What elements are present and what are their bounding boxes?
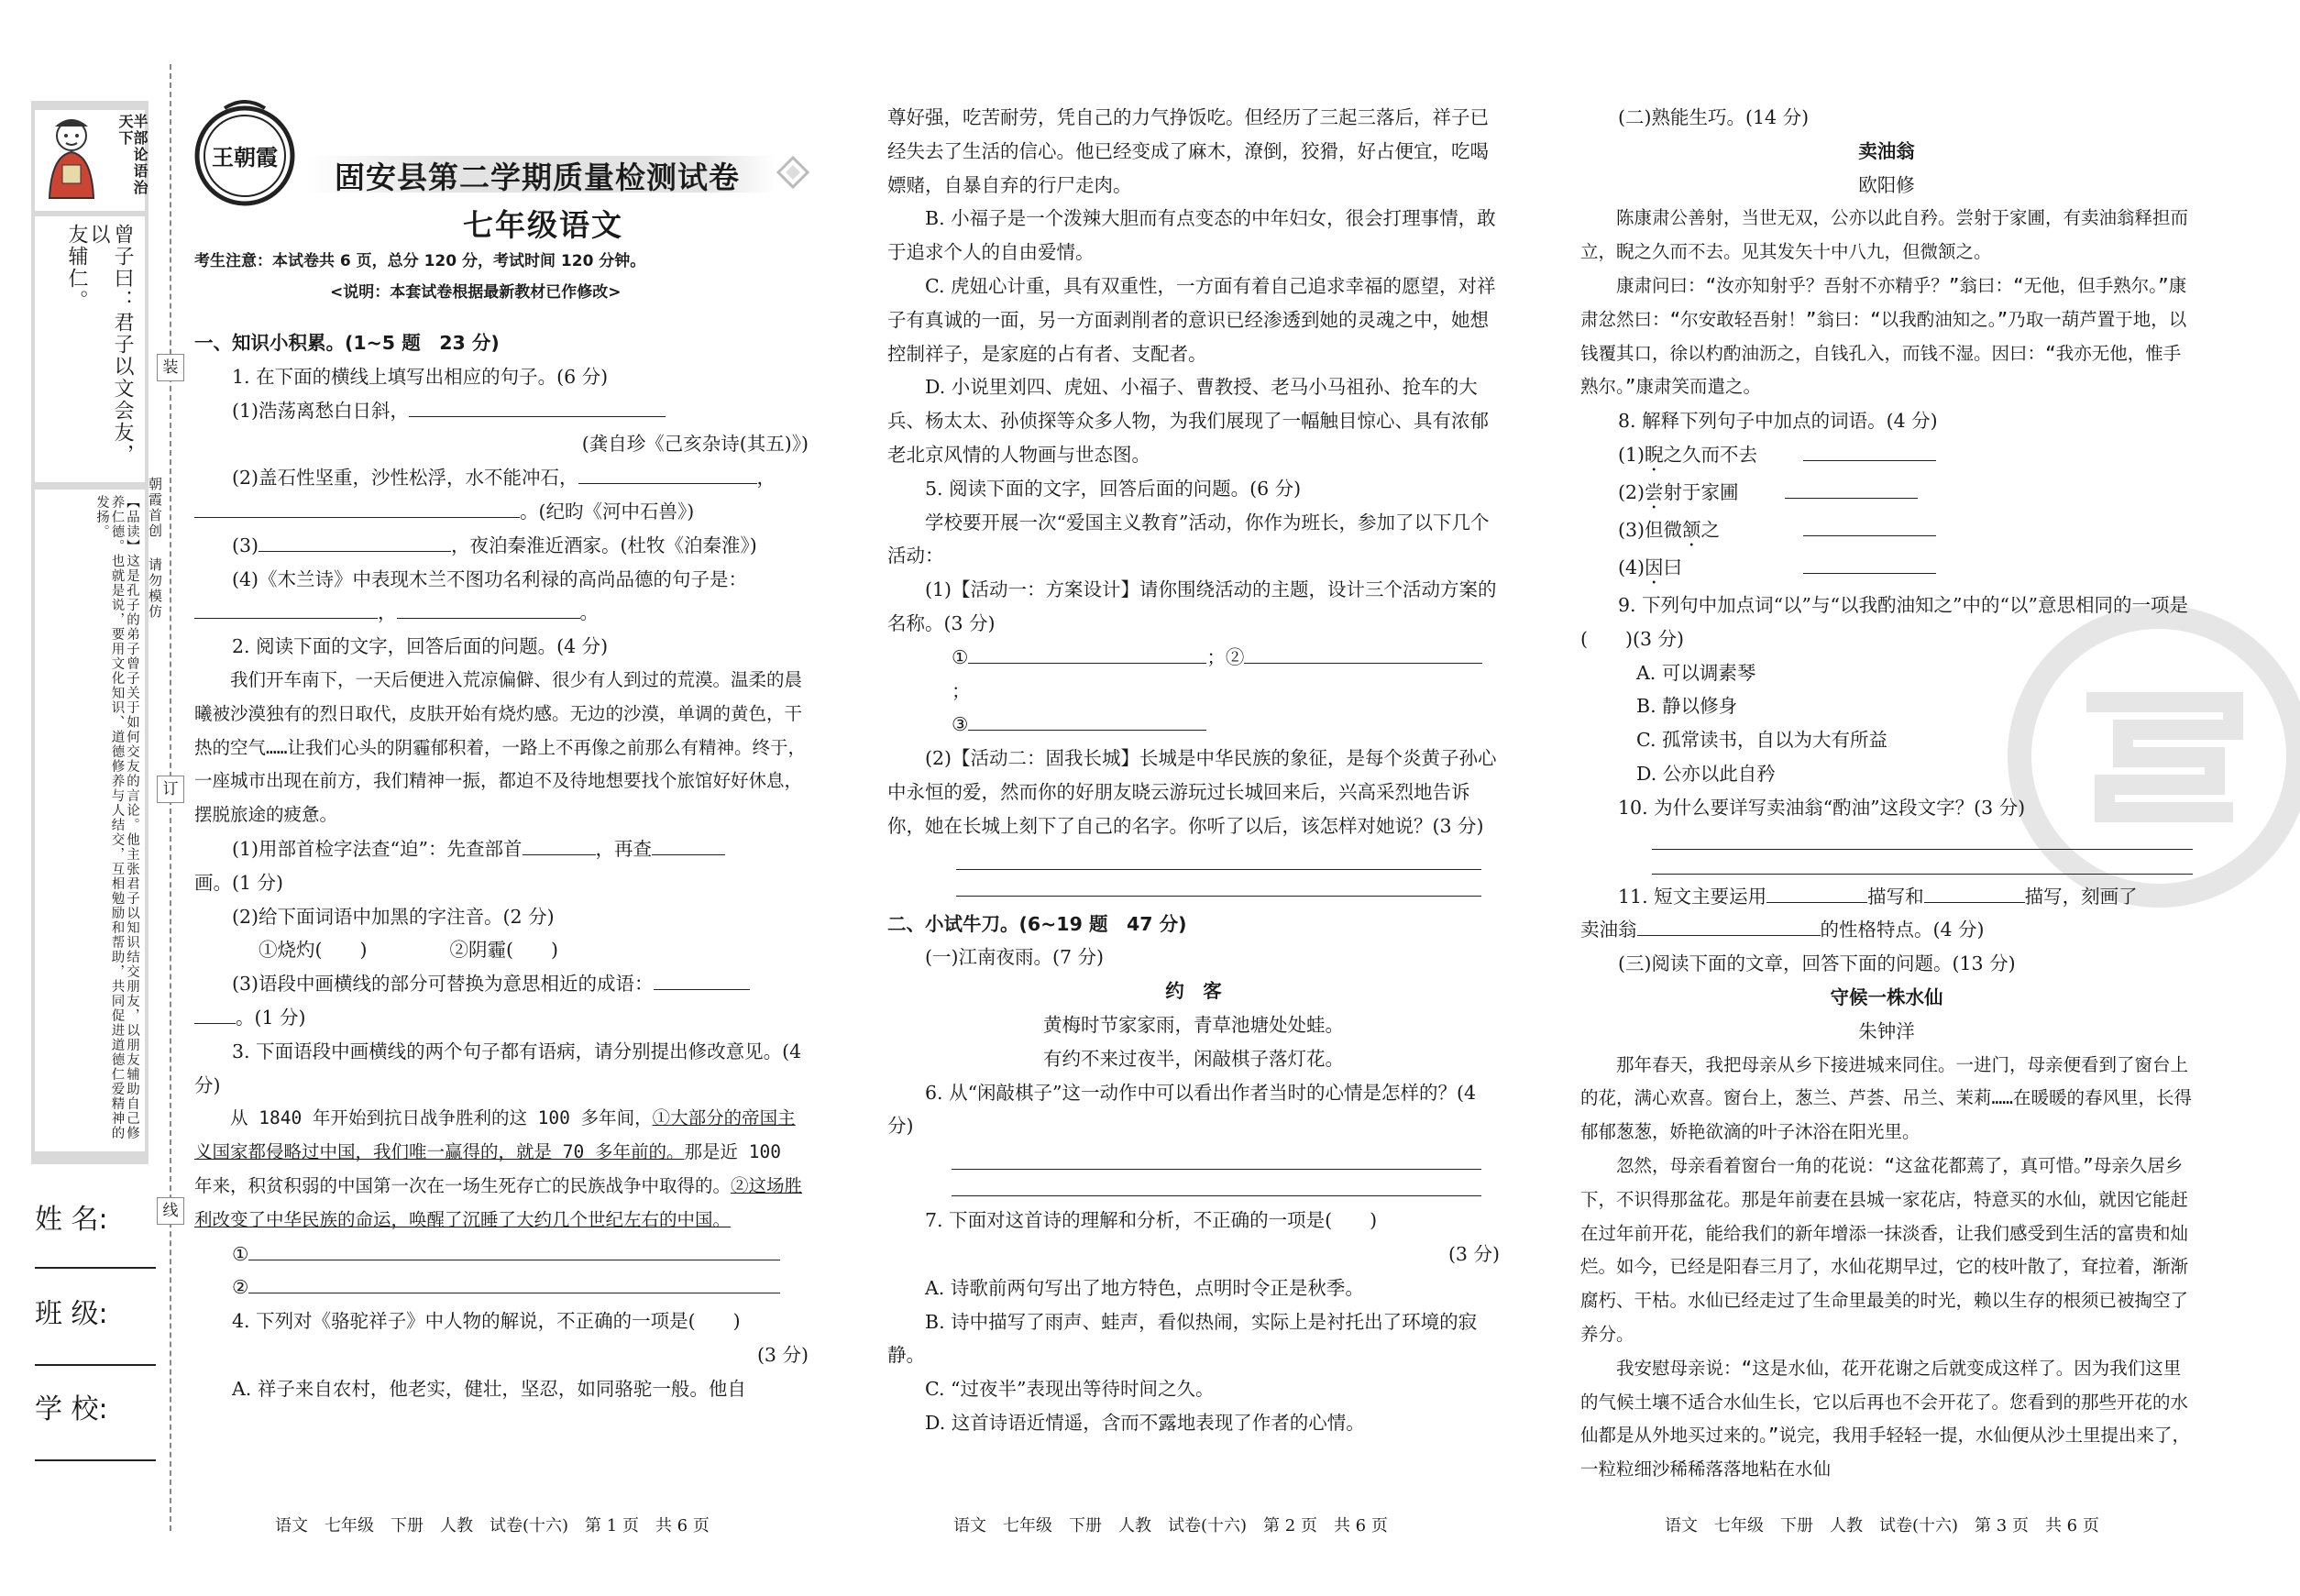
q10: 10. 为什么要详写卖油翁“酌油”这段文字？(3 分): [1618, 796, 2026, 819]
q10-line-2[interactable]: [1652, 850, 2193, 875]
q3-answer-2-line[interactable]: [248, 1272, 780, 1293]
quote-box: [35, 216, 145, 482]
q3-answer-1: ①: [194, 1238, 809, 1271]
q5-1-blank-b[interactable]: [1244, 643, 1482, 664]
q8: 8. 解释下列句子中加点的词语。(4 分): [1618, 410, 1938, 433]
q2-3-blank-b[interactable]: [194, 1003, 236, 1024]
q9: 9. 下列句中加点词“以”与“以我酌油知之”中的“以”意思相同的一项是( )(3 分): [1580, 593, 2188, 650]
q4-option-c[interactable]: C. 虎妞心计重，具有双重性，一方面有着自己追求幸福的愿望，对祥子有真诚的一面，另一方面剥削者的意识已经渗透到她的灵魂之中，她想控制祥子，是家庭的占有者、支配者。: [887, 274, 1496, 365]
q5-1-blank-a[interactable]: [968, 643, 1206, 664]
q5-text: 学校要开展一次“爱国主义教育”活动，你作为班长，参加了以下几个活动：: [887, 511, 1490, 567]
q2-3-cont: 。(1 分): [194, 1001, 809, 1035]
cut-label-1: 装: [157, 354, 184, 381]
q9-option-b[interactable]: B. 静以修身: [1636, 695, 1738, 718]
article2-para-3: 我安慰母亲说：“这是水仙，花开花谢之后就变成这样了。因为我们这里的气候土壤不适合水仙生长，它以后再也不会开花了。您看到的那些开花的水仙都是从外地买过来的。”说完，我用手轻轻一提，水仙便从沙土里提出来了，一粒粒细沙稀稀落落地粘在水仙: [1580, 1357, 2190, 1480]
quote-text-end: 友辅仁。: [65, 224, 88, 312]
q3-answer-1-line[interactable]: [248, 1239, 780, 1260]
section2-heading: 二、小试牛刀。(6~19 题 47 分): [887, 912, 1187, 935]
q8-4-blank[interactable]: [1803, 553, 1936, 574]
page3-footer: 语文 七年级 下册 人教 试卷(十六) 第 3 页 共 6 页: [1665, 1516, 2099, 1535]
q4-option-b[interactable]: B. 小福子是一个泼辣大胆而有点变态的中年妇女，很会打理事情，敢于追求个人的自由爱情。: [887, 207, 1496, 264]
q2-passage: 我们开车南下，一天后便进入荒凉偏僻、很少有人到过的荒漠。温柔的晨曦被沙漠独有的烈日取代，皮肤开始有烧灼感。无边的沙漠，单调的黄色，干热的空气……让我们心头的阴霾郁积着，一路上不再像之前那么有精神。终于，一座城市出现在前方，我们精神一振，都迫不及待地想要找个旅馆好好休息，摆脱旅途的疲惫。: [194, 668, 806, 826]
q6: 6. 从“闲敲棋子”这一动作中可以看出作者当时的心情是怎样的？(4 分): [887, 1081, 1477, 1138]
sidebar-motto: 半部论语治天下: [116, 114, 149, 196]
diamond-pattern-icon: [775, 154, 811, 191]
q11-blank-b[interactable]: [1924, 882, 2025, 903]
q2-3-blank[interactable]: [654, 969, 750, 990]
pindu-box: [35, 490, 145, 1151]
q2-2: (2)给下面词语中加黑的字注音。(2 分): [232, 905, 555, 928]
q2-2a[interactable]: ①烧灼( ): [259, 939, 368, 962]
exam-note: <说明：本套试卷根据最新教材已作修改>: [330, 283, 622, 302]
article2-para-2: 忽然，母亲看着窗台一角的花说：“这盆花都蔫了，真可惜。”母亲久居乡下，不识得那盆花。那是年前妻在县城一家花店，特意买的水仙，就因它能赶在过年前开花，能给我们的新年增添一抹淡香，让我们感受到生活的富贵和灿烂。如今，已经是阳春三月了，水仙花期早过，它的枝叶散了，耷拉着，渐渐腐朽、干枯。水仙已经走过了生命里最美的时光，赖以生存的根须已被掏空了养分。: [1580, 1154, 2189, 1345]
q1-3-blank[interactable]: [259, 531, 451, 552]
page2-column: [887, 101, 1500, 1440]
q2-2-items: [194, 933, 809, 967]
q10-line-1[interactable]: [1652, 825, 2193, 850]
q5: 5. 阅读下面的文字，回答后面的问题。(6 分): [925, 477, 1302, 500]
q2-2b[interactable]: ②阴霾( ): [449, 939, 558, 962]
q5-2: (2)【活动二：固我长城】长城是中华民族的象征，是每个炎黄子孙心中永恒的爱，然而你的好朋友晓云游玩过长城回来后，兴高采烈地告诉你，她在长城上刻下了自己的名字。你听了以后，该怎样对她说？(3 分): [887, 747, 1497, 837]
q8-1-blank[interactable]: [1803, 440, 1936, 461]
q1: 1. 在下面的横线上填写出相应的句子。(6 分): [232, 365, 609, 388]
q1-4-blank-b[interactable]: [397, 598, 580, 619]
q9-option-d[interactable]: D. 公亦以此自矜: [1636, 762, 1776, 785]
section1-heading: 一、知识小积累。(1~5 题 23 分): [194, 332, 500, 354]
q8-2: (2)尝射于家圃: [1580, 476, 2193, 513]
sub2-heading: (二)熟能生巧。(14 分): [1618, 106, 1810, 128]
sub1-heading: (一)江南夜雨。(7 分): [925, 946, 1105, 969]
name-label: 姓 名:: [35, 1204, 108, 1236]
brand-logo: [188, 99, 307, 209]
q1-1-blank[interactable]: [409, 396, 666, 417]
poem-line-1: 黄梅时节家家雨，青草池塘处处蛙。: [1043, 1013, 1344, 1036]
sub3-heading: (三)阅读下面的文章，回答下面的问题。(13 分): [1618, 952, 2016, 975]
cut-label-3: 线: [157, 1197, 184, 1225]
page1-column: [194, 326, 809, 1406]
class-input-line[interactable]: [35, 1364, 156, 1366]
q8-1: (1)睨之久而不去: [1580, 438, 2193, 476]
page3-column: [1580, 101, 2193, 1487]
q5-1-answers-2: ③: [887, 708, 1500, 742]
q1-1: (1)浩荡离愁白日斜，: [194, 394, 809, 428]
q7-option-b[interactable]: B. 诗中描写了雨声、蛙声，看似热闹，实际上是衬托出了环境的寂静。: [887, 1310, 1478, 1367]
article2-para-1: 那年春天，我把母亲从乡下接进城来同住。一进门，母亲便看到了窗台上的花，满心欢喜。窗台上，葱兰、芦荟、吊兰、茉莉……在暖暖的春风里，长得郁郁葱葱，娇艳欲滴的叶子沐浴在阳光里。: [1580, 1053, 2192, 1143]
article1-para-1: 陈康肃公善射，当世无双，公亦以此自矜。尝射于家圃，有卖油翁释担而立，睨之久而不去。见其发矢十中八九，但微颔之。: [1580, 207, 2189, 263]
q9-option-a[interactable]: A. 可以调素琴: [1636, 661, 1756, 684]
q1-1-source: (龚自珍《己亥杂诗(其五)》): [581, 433, 809, 456]
q2: 2. 阅读下面的文字，回答后面的问题。(4 分): [232, 635, 609, 658]
q7-option-c[interactable]: C. “过夜半”表现出等待时间之久。: [925, 1378, 1215, 1401]
q7: 7. 下面对这首诗的理解和分析，不正确的一项是( ): [925, 1209, 1378, 1232]
q4-option-a-cont: 尊好强，吃苦耐劳，凭自己的力气挣饭吃。但经历了三起三落后，祥子已经失去了生活的信心。他已经变成了麻木，潦倒，狡猾，好占便宜，吃喝嫖赌，自暴自弃的行尸走肉。: [887, 106, 1489, 196]
q5-1: (1)【活动一：方案设计】请你围绕活动的主题，设计三个活动方案的名称。(3 分): [887, 578, 1497, 634]
q7-score: (3 分): [1447, 1242, 1500, 1265]
confucius-illustration-icon: [35, 110, 108, 202]
q8-2-blank[interactable]: [1785, 478, 1918, 499]
q1-2: (2)盖石性坚重，沙性松浮，水不能冲石， ，: [194, 461, 809, 495]
q11-cont: 卖油翁 的性格特点。(4 分): [1580, 913, 2193, 947]
q5-1-blank-c[interactable]: [968, 710, 1206, 731]
q3-answer-2: ②: [194, 1271, 809, 1304]
q5-1-answers: ① ；②；: [887, 641, 1500, 709]
q11-blank-a[interactable]: [1766, 882, 1867, 903]
name-input-line[interactable]: [35, 1267, 156, 1269]
title-ornament: [775, 154, 811, 191]
q8-4: (4)因曰: [1580, 551, 2193, 589]
cut-label-2: 订: [157, 776, 184, 803]
q1-3: (3) ，夜泊秦淮近酒家。(杜牧《泊秦淮》): [194, 529, 809, 563]
q7-option-a[interactable]: A. 诗歌前两句写出了地方特色，点明时令正是秋季。: [925, 1276, 1364, 1299]
q1-4: (4)《木兰诗》中表现木兰不图功名利禄的高尚品德的句子是：: [232, 567, 748, 590]
exam-title: 固安县第二学期质量检测试卷: [335, 160, 740, 195]
q11-blank-c[interactable]: [1637, 915, 1821, 936]
q4-option-d[interactable]: D. 小说里刘四、虎妞、小福子、曹教授、老马小马祖孙、抢车的大兵、杨太太、孙侦探等众多人物，为我们展现了一幅触目惊心、具有浓郁老北京风情的人物画与世态图。: [887, 376, 1489, 466]
quote-text: 曾子曰：君子以文会友，以: [87, 224, 134, 466]
poem-title: 约 客: [1165, 980, 1222, 1003]
exam-subtitle: 七年级语文: [463, 207, 623, 243]
brand-name: 王朝霞: [212, 145, 278, 171]
q2-1-blank-a[interactable]: [523, 834, 596, 855]
q4-score: (3 分): [756, 1343, 809, 1366]
q6-line-2[interactable]: [952, 1170, 1481, 1196]
q8-3-blank[interactable]: [1803, 515, 1936, 536]
q3: 3. 下面语段中画横线的两个句子都有语病，请分别提出修改意见。(4 分): [194, 1040, 802, 1096]
school-input-line[interactable]: [35, 1459, 156, 1461]
q5-2-line-1[interactable]: [956, 843, 1481, 870]
exam-notice: 考生注意：本试卷共 6 页，总分 120 分，考试时间 120 分钟。: [194, 252, 646, 270]
q2-1-cont: 画。(1 分): [194, 871, 284, 894]
q1-2-blank-a[interactable]: [578, 463, 757, 484]
q8-3: (3)但微颔之: [1580, 513, 2193, 551]
page1-footer: 语文 七年级 下册 人教 试卷(十六) 第 1 页 共 6 页: [275, 1516, 710, 1535]
q2-3: (3)语段中画横线的部分可替换为意思相近的成语：: [194, 967, 809, 1001]
copy-notice: 朝霞首创 请勿模仿: [147, 477, 163, 620]
q2-1-blank-b[interactable]: [652, 834, 725, 855]
pindu-text: 【品读】这是孔子的弟子曾子关于如何交友的言论。他主张君子以知识结交朋友，以朋友辅助自己修养仁德。也就是说，要用文化知识、道德修养与人结交，互相勉励和帮助，共同促进道德仁爱精神的发扬。: [94, 495, 139, 1140]
q2-1: (1)用部首检字法查“迫”：先查部首 ，再查: [194, 832, 809, 866]
q7-option-d[interactable]: D. 这首诗语近情遥，含而不露地表现了作者的心情。: [925, 1411, 1365, 1434]
poem-line-2: 有约不来过夜半，闲敲棋子落灯花。: [1043, 1047, 1344, 1070]
article2-author: 朱钟洋: [1858, 1019, 1915, 1042]
q1-2-blank-b[interactable]: [194, 497, 520, 518]
q4-option-a[interactable]: A. 祥子来自农村，他老实，健壮，坚忍，如同骆驼一般。他自: [232, 1377, 746, 1400]
q6-line-1[interactable]: [952, 1143, 1481, 1170]
article2-title: 守候一株水仙: [1830, 985, 1943, 1008]
article1-para-2: 康肃问曰：“汝亦知射乎？吾射不亦精乎？”翁曰：“无他，但手熟尔。”康肃忿然曰：“尔安敢轻吾射！”翁曰：“以我酌油知之。”乃取一葫芦置于地，以钱覆其口，徐以杓酌油沥之，自钱孔入，而钱不湿。因曰：“我亦无他，惟手熟尔。”康肃笑而遣之。: [1580, 274, 2187, 398]
q9-option-c[interactable]: C. 孤常读书，自以为大有所益: [1636, 729, 1887, 752]
class-label: 班 级:: [35, 1298, 108, 1330]
q1-2-cont: 。(纪昀《河中石兽》): [194, 495, 809, 529]
school-label: 学 校:: [35, 1393, 108, 1425]
page2-footer: 语文 七年级 下册 人教 试卷(十六) 第 2 页 共 6 页: [953, 1516, 1388, 1535]
q1-4-cont: ， 。: [194, 596, 809, 630]
article1-title: 卖油翁: [1858, 139, 1915, 162]
q1-4-blank-a[interactable]: [194, 598, 378, 619]
q5-2-line-2[interactable]: [956, 870, 1481, 897]
article1-author: 欧阳修: [1858, 173, 1915, 196]
q3-passage: 从 1840 年开始到抗日战争胜利的这 100 多年间，①大部分的帝国主义国家都侵略过中国，我们唯一赢得的，就是 70 多年前的。那是近 100 年来，积贫积弱的中国第一次在一场生死存亡的民族战争中取得的。②这场胜利改变了中华民族的命运，唤醒了沉睡了大约几个世纪左右的中国。: [194, 1107, 803, 1230]
q11: 11. 短文主要运用 描写和 描写，刻画了: [1580, 880, 2193, 914]
q4: 4. 下列对《骆驼祥子》中人物的解说，不正确的一项是( ): [232, 1310, 741, 1333]
